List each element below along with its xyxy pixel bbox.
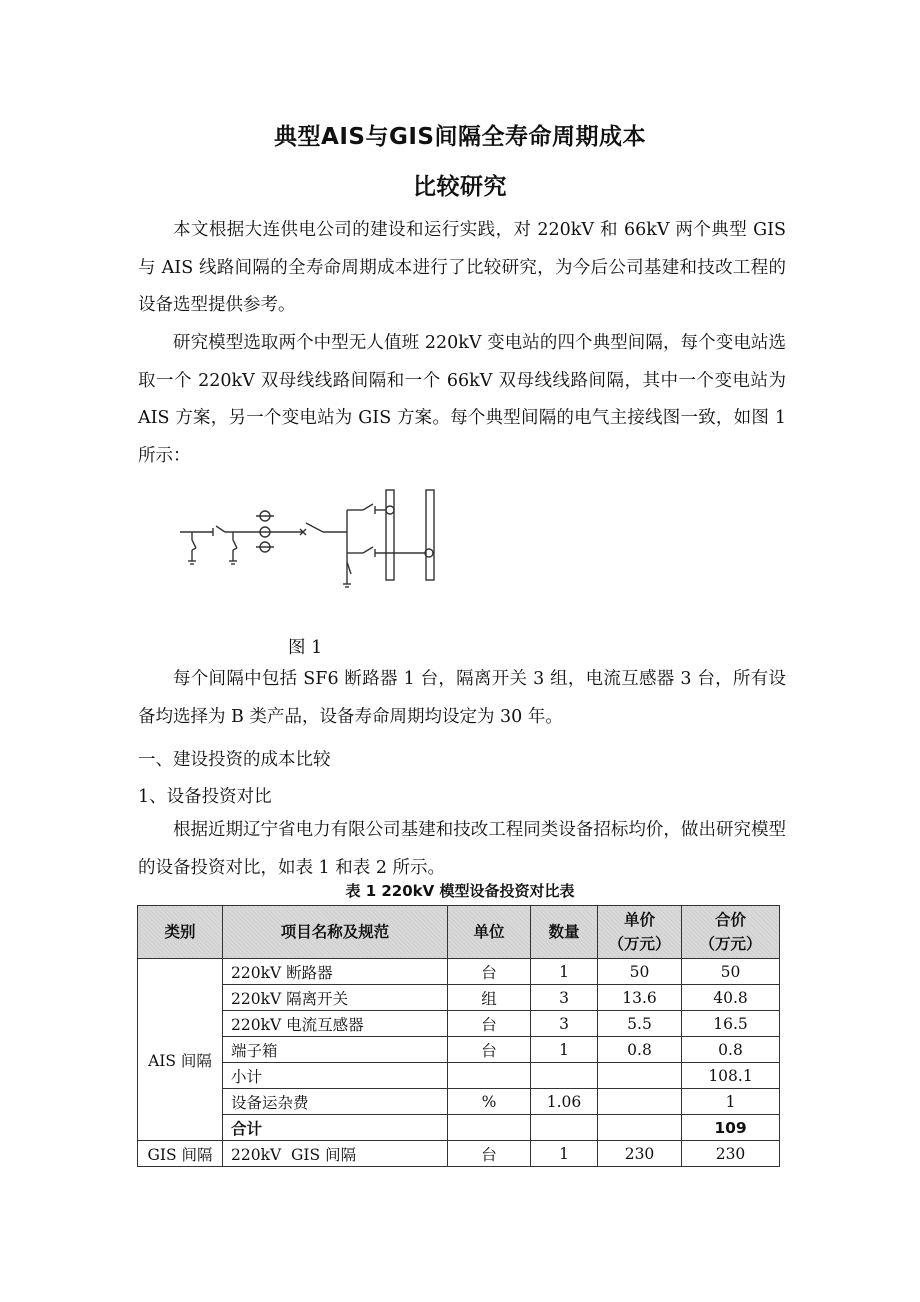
cell-item: 220kV 隔离开关 [223, 985, 448, 1011]
cell-unit: % [448, 1089, 531, 1115]
table-row [138, 1037, 780, 1063]
cell-price: 50 [598, 959, 682, 985]
section-heading: 一、建设投资的成本比较 [138, 750, 331, 770]
cell-qty: 1 [531, 959, 598, 985]
model-paragraph: 研究模型选取两个中型无人值班 220kV 变电站的四个典型间隔，每个变电站选取一个 220kV 双母线线路间隔和一个 66kV 双母线线路间隔，其中一个变电站为 AIS 方案，另一个变电站为 GIS 方案。每个典型间隔的电气主接线图一致，如图 1 所示： [138, 333, 786, 466]
header-total-price-label: 合价 [714, 911, 746, 929]
cell-unit: 台 [448, 1011, 531, 1037]
figure-caption: 图 1 [288, 638, 323, 658]
header-unit-price-label: 单价 [623, 911, 655, 929]
table-row [138, 959, 780, 985]
cell-qty: 1.06 [531, 1089, 598, 1115]
cell-total: 50 [682, 959, 780, 985]
header-total-price [682, 906, 780, 959]
header-category: 类别 [138, 906, 223, 959]
header-unit: 单位 [448, 906, 531, 959]
table-caption: 表 1 220kV 模型设备投资对比表 [345, 882, 575, 900]
cell-price [598, 1115, 682, 1141]
table-row [138, 1011, 780, 1037]
investment-paragraph: 根据近期辽宁省电力有限公司基建和技改工程同类设备招标均价，做出研究模型的设备投资对比，如表 1 和表 2 所示。 [138, 820, 786, 878]
cell-total: 230 [682, 1141, 780, 1167]
cell-total: 16.5 [682, 1011, 780, 1037]
cell-unit: 组 [448, 985, 531, 1011]
cell-item: 合计 [223, 1115, 448, 1141]
cell-item: 小计 [223, 1063, 448, 1089]
header-item: 项目名称及规范 [223, 906, 448, 959]
cell-item: 220kV 电流互感器 [223, 1011, 448, 1037]
cell-qty [531, 1063, 598, 1089]
cell-item: 端子箱 [223, 1037, 448, 1063]
single-line-diagram [170, 480, 450, 600]
cell-qty: 3 [531, 985, 598, 1011]
cell-item: 220kV GIS 间隔 [223, 1141, 448, 1167]
cell-qty: 1 [531, 1037, 598, 1063]
header-unit-price [598, 906, 682, 959]
cell-price: 0.8 [598, 1037, 682, 1063]
subsection-heading: 1、设备投资对比 [138, 787, 272, 807]
cell-item: 220kV 断路器 [223, 959, 448, 985]
equipment-paragraph: 每个间隔中包括 SF6 断路器 1 台，隔离开关 3 组，电流互感器 3 台，所有设备均选择为 B 类产品，设备寿命周期均设定为 30 年。 [138, 669, 786, 727]
table-row-gis [138, 1141, 780, 1167]
category-gis: GIS 间隔 [138, 1141, 223, 1167]
category-ais: AIS 间隔 [138, 959, 223, 1141]
cell-item: 设备运杂费 [223, 1089, 448, 1115]
cell-total: 1 [682, 1089, 780, 1115]
investment-table [137, 905, 780, 1167]
table-header-row [138, 906, 780, 959]
document-subtitle: 比较研究 [413, 174, 507, 200]
cell-qty [531, 1115, 598, 1141]
header-qty: 数量 [531, 906, 598, 959]
cell-total: 0.8 [682, 1037, 780, 1063]
cell-price: 5.5 [598, 1011, 682, 1037]
table-row-total [138, 1115, 780, 1141]
cell-unit: 台 [448, 959, 531, 985]
document-title: 典型AIS与GIS间隔全寿命周期成本 [274, 124, 646, 150]
cell-unit [448, 1115, 531, 1141]
cell-unit: 台 [448, 1141, 531, 1167]
cell-qty: 3 [531, 1011, 598, 1037]
wiring-diagram-icon [180, 490, 434, 587]
header-total-price-unit: （万元） [699, 935, 762, 953]
table-row-freight [138, 1089, 780, 1115]
cell-price: 13.6 [598, 985, 682, 1011]
table-row [138, 985, 780, 1011]
table-row-subtotal [138, 1063, 780, 1089]
cell-total: 109 [682, 1115, 780, 1141]
cell-unit: 台 [448, 1037, 531, 1063]
cell-price [598, 1063, 682, 1089]
cell-total: 40.8 [682, 985, 780, 1011]
cell-total: 108.1 [682, 1063, 780, 1089]
cell-price: 230 [598, 1141, 682, 1167]
cell-unit [448, 1063, 531, 1089]
cell-qty: 1 [531, 1141, 598, 1167]
cell-price [598, 1089, 682, 1115]
intro-paragraph: 本文根据大连供电公司的建设和运行实践，对 220kV 和 66kV 两个典型 GIS 与 AIS 线路间隔的全寿命周期成本进行了比较研究，为今后公司基建和技改工程的设备选型提供参考。 [138, 220, 786, 315]
header-unit-price-unit: （万元） [608, 935, 671, 953]
